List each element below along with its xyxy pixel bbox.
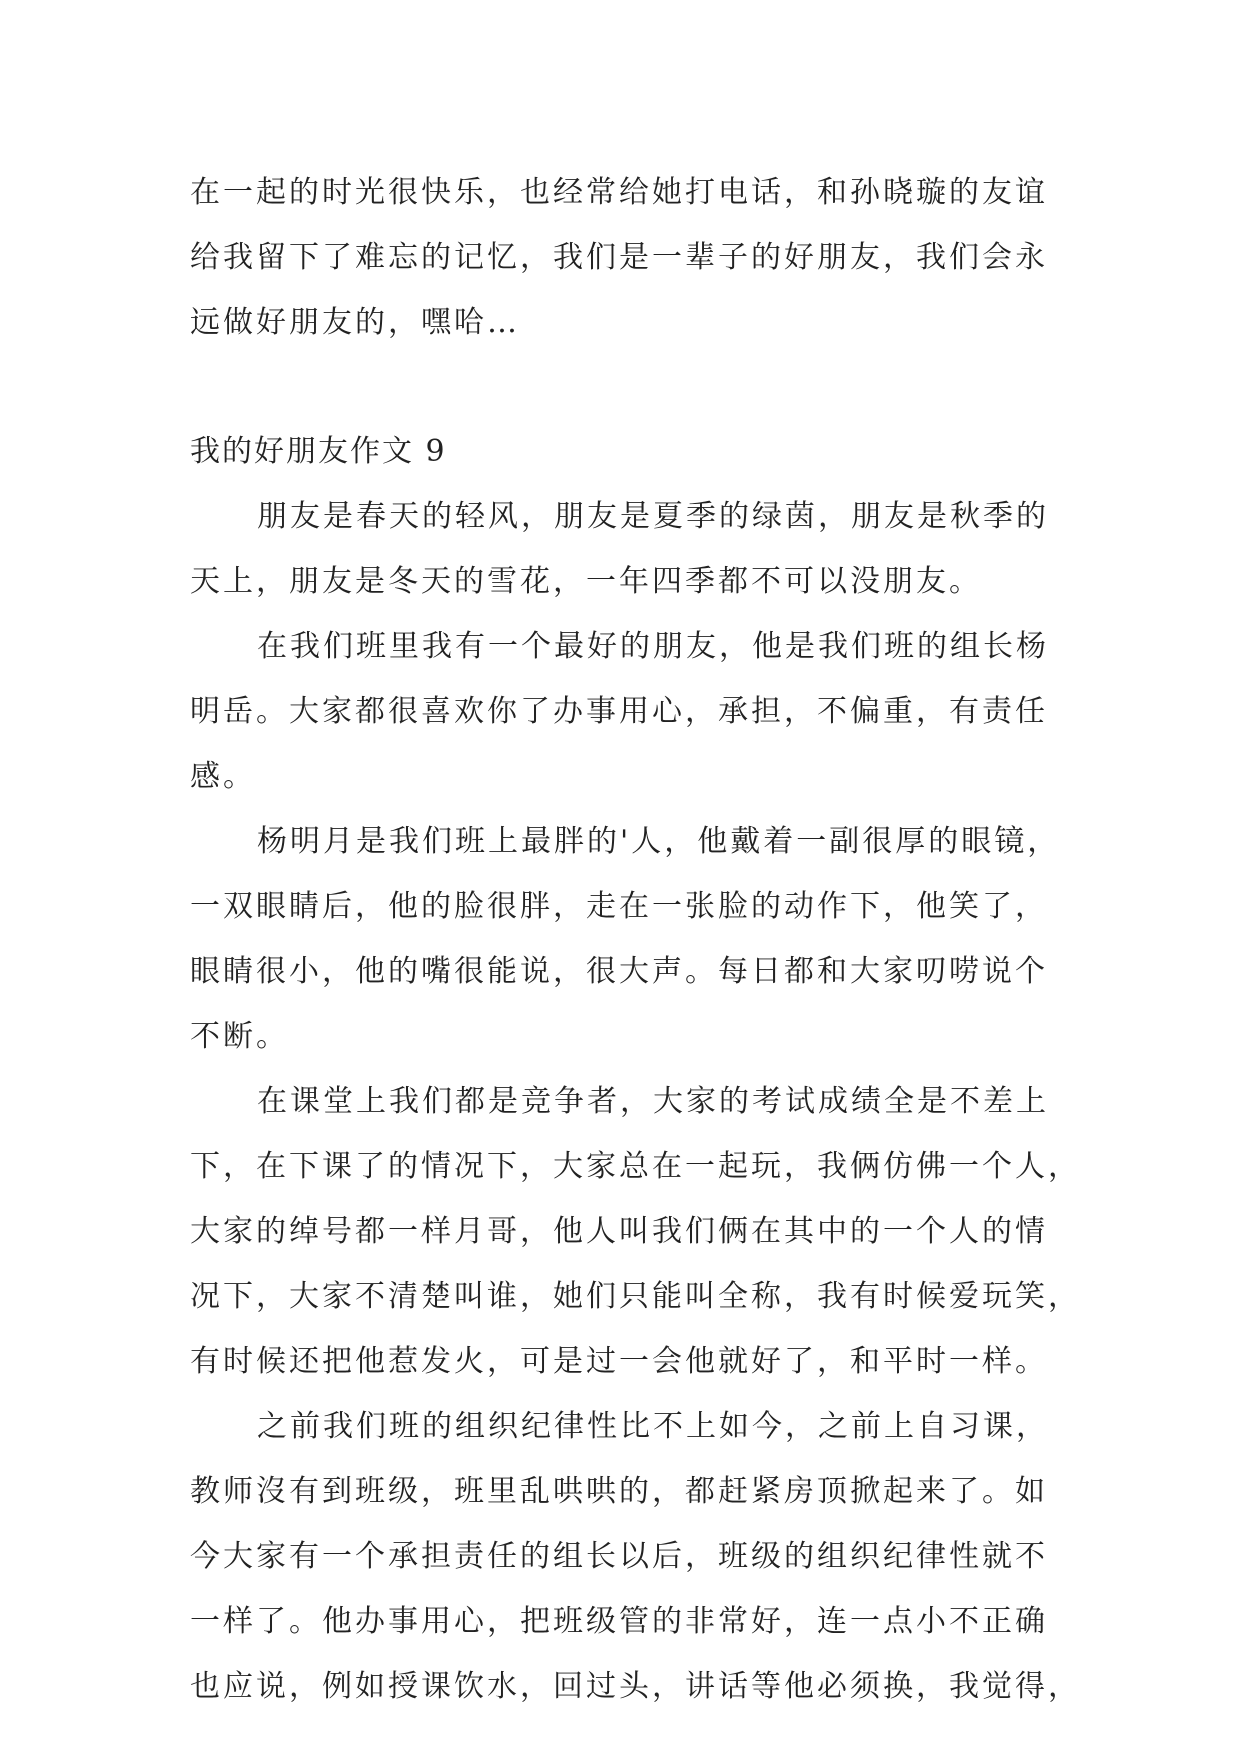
text-line: 大家的绰号都一样月哥，他人叫我们俩在其中的一个人的情 <box>190 1214 1048 1249</box>
text-line: 也应说，例如授课饮水，回过头，讲话等他必须换，我觉得， <box>190 1669 1081 1704</box>
text-line: 给我留下了难忘的记忆，我们是一辈子的好朋友，我们会永 <box>190 240 1048 275</box>
text-line: 下，在下课了的情况下，大家总在一起玩，我俩仿佛一个人， <box>190 1149 1081 1184</box>
section-spacer <box>190 355 1060 419</box>
text-line: 况下，大家不清楚叫谁，她们只能叫全称，我有时候爱玩笑， <box>190 1279 1081 1314</box>
paragraph-3 <box>190 809 1060 1069</box>
text-line: 感。 <box>190 759 256 794</box>
paragraph-2 <box>190 614 1060 809</box>
text-line: 眼睛很小，他的嘴很能说，很大声。每日都和大家叨唠说个 <box>190 954 1048 989</box>
text-line: 一样了。他办事用心，把班级管的非常好，连一点小不正确 <box>190 1604 1048 1639</box>
paragraph-4 <box>190 1069 1081 1394</box>
text-line: 不断。 <box>190 1019 289 1054</box>
text-line: 在课堂上我们都是竞争者，大家的考试成绩全是不差上 <box>257 1084 1049 1119</box>
text-line: 明岳。大家都很喜欢你了办事用心，承担，不偏重，有责任 <box>190 694 1048 729</box>
text-line: 教师沒有到班级，班里乱哄哄的，都赶紧房顶掀起来了。如 <box>190 1474 1048 1509</box>
text-line: 今大家有一个承担责任的组长以后，班级的组织纪律性就不 <box>190 1539 1048 1574</box>
text-line: 远做好朋友的，嘿哈… <box>190 305 520 340</box>
document-page <box>190 160 1081 1719</box>
text-line: 杨明月是我们班上最胖的'人，他戴着一副很厚的眼镜， <box>257 824 1061 859</box>
intro-paragraph <box>190 160 1060 355</box>
paragraph-5 <box>190 1394 1081 1719</box>
text-line: 在一起的时光很快乐，也经常给她打电话，和孙晓璇的友谊 <box>190 175 1048 210</box>
text-line: 之前我们班的组织纪律性比不上如今，之前上自习课， <box>257 1409 1049 1444</box>
text-line: 有时候还把他惹发火，可是过一会他就好了，和平时一样。 <box>190 1344 1048 1379</box>
text-line: 朋友是春天的轻风，朋友是夏季的绿茵，朋友是秋季的 <box>257 499 1049 534</box>
text-line: 天上，朋友是冬天的雪花，一年四季都不可以没朋友。 <box>190 564 982 599</box>
section-title: 我的好朋友作文 9 <box>190 434 447 469</box>
text-line: 在我们班里我有一个最好的朋友，他是我们班的组长杨 <box>257 629 1049 664</box>
text-line: 一双眼睛后，他的脸很胖，走在一张脸的动作下，他笑了， <box>190 889 1048 924</box>
paragraph-1 <box>190 484 1060 614</box>
